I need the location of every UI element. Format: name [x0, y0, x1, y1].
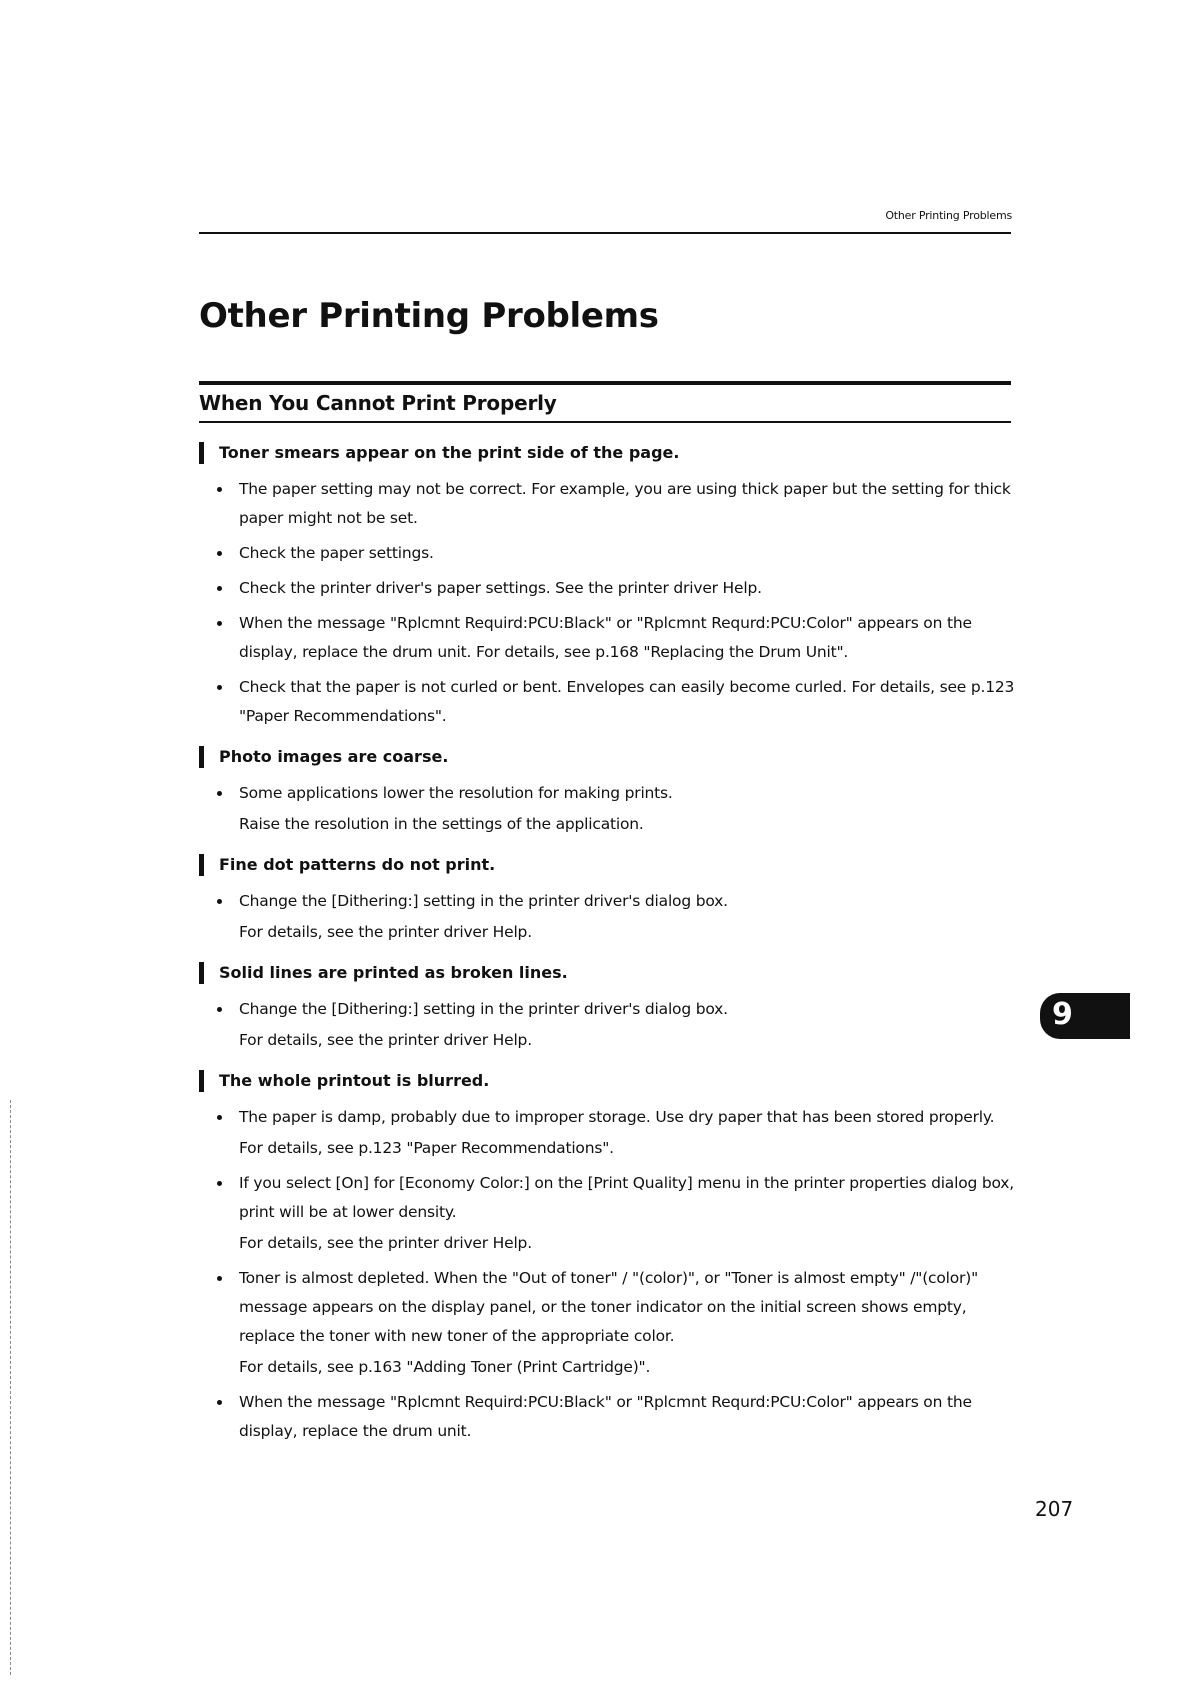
- problem-heading: [199, 745, 1019, 769]
- spacer: [199, 953, 1019, 961]
- bullet-icon: [217, 621, 222, 626]
- bullet-list: [199, 475, 1019, 533]
- bullet-list: [199, 539, 1019, 568]
- problem-heading-text: Toner smears appear on the print side of the page.: [219, 443, 680, 462]
- section-rule-top: [199, 381, 1011, 385]
- bullet-list: [199, 1388, 1019, 1446]
- note-text: For details, see p.163 "Adding Toner (Print Cartridge)".: [239, 1358, 651, 1376]
- running-head: Other Printing Problems: [885, 209, 1012, 222]
- bullet-list: [199, 1103, 1019, 1132]
- chapter-number: 9: [1052, 997, 1073, 1032]
- list-item-text: Change the [Dithering:] setting in the printer driver's dialog box.: [239, 892, 728, 910]
- page-title: Other Printing Problems: [199, 296, 659, 336]
- section-rule-bottom: [199, 421, 1011, 423]
- list-item-text: Some applications lower the resolution for making prints.: [239, 784, 673, 802]
- heading-marker: [199, 746, 204, 768]
- problem-heading-text: Fine dot patterns do not print.: [219, 855, 496, 874]
- spacer: [199, 1061, 1019, 1069]
- list-item: [239, 673, 1019, 731]
- bullet-list: [199, 887, 1019, 916]
- header-rule: [199, 232, 1011, 234]
- bullet-icon: [217, 586, 222, 591]
- note-text: For details, see the printer driver Help.: [239, 1234, 532, 1252]
- bullet-icon: [217, 685, 222, 690]
- bullet-list: [199, 609, 1019, 667]
- list-item-text: Change the [Dithering:] setting in the printer driver's dialog box.: [239, 1000, 728, 1018]
- bullet-icon: [217, 1276, 222, 1281]
- bullet-list: [199, 1264, 1019, 1351]
- list-item: [239, 1169, 1019, 1227]
- spacer: [199, 1452, 1019, 1460]
- bullet-icon: [217, 791, 222, 796]
- spacer: [199, 737, 1019, 745]
- problem-heading: [199, 441, 1019, 465]
- problem-heading-text: Photo images are coarse.: [219, 747, 449, 766]
- bullet-list: [199, 1169, 1019, 1227]
- note-text: For details, see p.123 "Paper Recommendations".: [239, 1139, 614, 1157]
- heading-marker: [199, 1070, 204, 1092]
- list-item: [239, 887, 1019, 916]
- bullet-icon: [217, 1181, 222, 1186]
- spacer: [199, 845, 1019, 853]
- list-item: [239, 574, 1019, 603]
- list-item-text: The paper is damp, probably due to improper storage. Use dry paper that has been stored properly.: [239, 1108, 995, 1126]
- list-item: [239, 1103, 1019, 1132]
- bullet-list: [199, 779, 1019, 808]
- list-item: [239, 1388, 1019, 1446]
- heading-marker: [199, 854, 204, 876]
- bullet-icon: [217, 487, 222, 492]
- list-item-text: When the message "Rplcmnt Requird:PCU:Black" or "Rplcmnt Requrd:PCU:Color" appears on the display, replace the drum unit.: [239, 1393, 972, 1440]
- list-item-text: The paper setting may not be correct. For example, you are using thick paper but the setting for thick paper might not be set.: [239, 480, 1011, 527]
- list-item: [239, 995, 1019, 1024]
- problem-heading: [199, 853, 1019, 877]
- list-item-text: Toner is almost depleted. When the "Out of toner" / "(color)", or "Toner is almost empty" /"(color)" message appears on the display panel, or the toner indicator on the initial screen shows empty, replace the toner with new toner of the appropriate color.: [239, 1269, 979, 1345]
- problem-heading: [199, 1069, 1019, 1093]
- list-item-text: When the message "Rplcmnt Requird:PCU:Black" or "Rplcmnt Requrd:PCU:Color" appears on the display, replace the drum unit. For details, see p.168 "Replacing the Drum Unit".: [239, 614, 972, 661]
- list-item-text: Check the printer driver's paper settings. See the printer driver Help.: [239, 579, 762, 597]
- list-item-text: Check that the paper is not curled or bent. Envelopes can easily become curled. For details, see p.123 "Paper Recommendations".: [239, 678, 1015, 725]
- problem-heading-text: The whole printout is blurred.: [219, 1071, 490, 1090]
- note-text: For details, see the printer driver Help.: [239, 923, 532, 941]
- note-text: For details, see the printer driver Help.: [239, 1031, 532, 1049]
- list-item: [239, 1264, 1019, 1351]
- list-item: [239, 475, 1019, 533]
- problem-list: [199, 441, 1019, 1460]
- list-item: [239, 779, 1019, 808]
- bullet-list: [199, 995, 1019, 1024]
- bullet-icon: [217, 1007, 222, 1012]
- list-item: [239, 609, 1019, 667]
- note-text: Raise the resolution in the settings of the application.: [239, 815, 644, 833]
- bullet-icon: [217, 1400, 222, 1405]
- heading-marker: [199, 962, 204, 984]
- bullet-icon: [217, 899, 222, 904]
- heading-marker: [199, 442, 204, 464]
- section-title: When You Cannot Print Properly: [199, 391, 557, 415]
- list-item: [239, 539, 1019, 568]
- problem-heading-text: Solid lines are printed as broken lines.: [219, 963, 568, 982]
- page-number: 207: [1035, 1497, 1074, 1521]
- margin-line: [10, 1100, 12, 1675]
- bullet-icon: [217, 551, 222, 556]
- bullet-list: [199, 673, 1019, 731]
- list-item-text: If you select [On] for [Economy Color:] on the [Print Quality] menu in the printer properties dialog box, print will be at lower density.: [239, 1174, 1015, 1221]
- bullet-icon: [217, 1115, 222, 1120]
- chapter-tab: [1040, 993, 1130, 1039]
- bullet-list: [199, 574, 1019, 603]
- list-item-text: Check the paper settings.: [239, 544, 434, 562]
- problem-heading: [199, 961, 1019, 985]
